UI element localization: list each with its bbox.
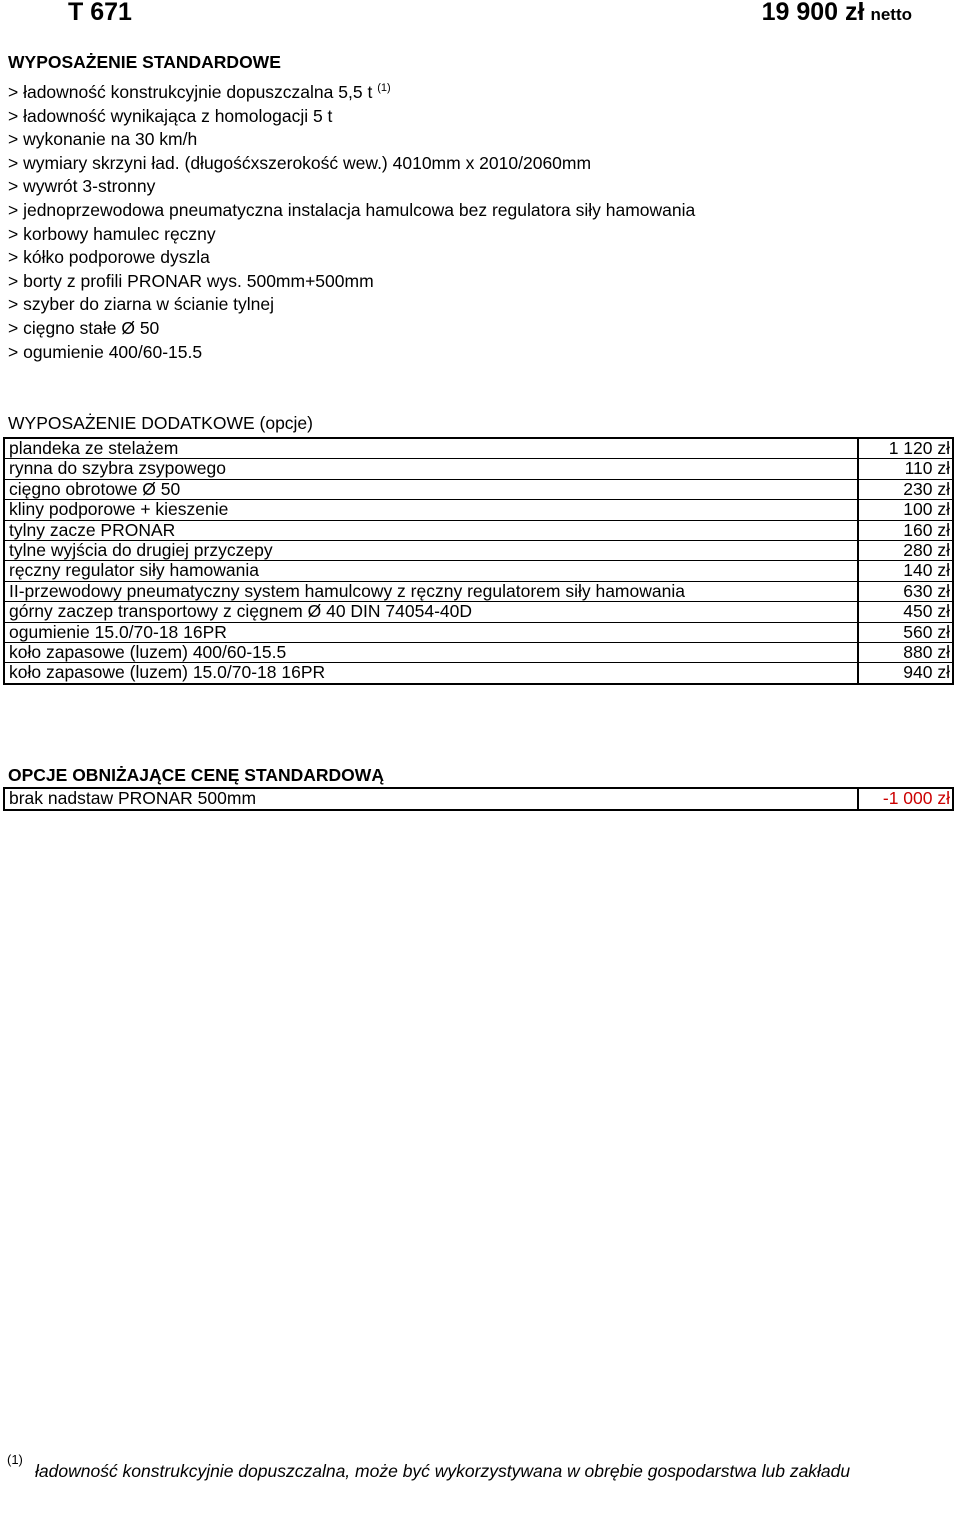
price-suffix: netto — [870, 5, 912, 24]
option-name: rynna do szybra zsypowego — [4, 459, 858, 479]
list-item: > wykonanie na 30 km/h — [8, 129, 198, 150]
model-title: T 671 — [68, 0, 132, 26]
option-name: koło zapasowe (luzem) 15.0/70-18 16PR — [4, 663, 858, 684]
option-price: 630 zł — [858, 581, 953, 601]
table-row — [4, 663, 953, 684]
reduction-name: brak nadstaw PRONAR 500mm — [4, 788, 858, 810]
list-item: > ładowność wynikająca z homologacji 5 t — [8, 105, 333, 126]
table-row — [4, 520, 953, 540]
table-row — [4, 541, 953, 561]
option-price: 560 zł — [858, 622, 953, 642]
reductions-title: OPCJE OBNIŻAJĄCE CENĘ STANDARDOWĄ — [8, 765, 384, 785]
table-row — [4, 581, 953, 601]
list-item: > korbowy hamulec ręczny — [8, 223, 216, 244]
list-item: > ogumienie 400/60-15.5 — [8, 341, 203, 362]
table-row — [4, 438, 953, 459]
option-price: 160 zł — [858, 520, 953, 540]
footnote-text: ładowność konstrukcyjnie dopuszczalna, może być wykorzystywana w obrębie gospodarstwa lub zakładu — [35, 1461, 851, 1481]
price-header — [762, 0, 912, 27]
option-name: ogumienie 15.0/70-18 16PR — [4, 622, 858, 642]
option-name: górny zaczep transportowy z cięgnem Ø 40 DIN 74054-40D — [4, 602, 858, 622]
option-name: tylny zacze PRONAR — [4, 520, 858, 540]
table-row — [4, 788, 953, 810]
footnote-mark: (1) — [7, 1452, 23, 1467]
option-price: 110 zł — [858, 459, 953, 479]
reduction-price: -1 000 zł — [858, 788, 953, 810]
option-price: 1 120 zł — [858, 438, 953, 459]
list-item: > borty z profili PRONAR wys. 500mm+500mm — [8, 270, 374, 291]
footnote-ref: (1) — [377, 82, 391, 94]
table-row — [4, 643, 953, 663]
option-name: cięgno obrotowe Ø 50 — [4, 479, 858, 499]
standard-equipment-title: WYPOSAŻENIE STANDARDOWE — [8, 52, 281, 72]
list-item: > jednoprzewodowa pneumatyczna instalacja hamulcowa bez regulatora siły hamowania — [8, 199, 696, 220]
list-item: > cięgno stałe Ø 50 — [8, 317, 160, 338]
table-row — [4, 602, 953, 622]
table-row — [4, 561, 953, 581]
option-name: kliny podporowe + kieszenie — [4, 500, 858, 520]
table-row — [4, 459, 953, 479]
list-item: > wymiary skrzyni ład. (długośćxszerokość wew.) 4010mm x 2010/2060mm — [8, 152, 592, 173]
option-price: 880 zł — [858, 643, 953, 663]
table-row — [4, 500, 953, 520]
option-name: tylne wyjścia do drugiej przyczepy — [4, 541, 858, 561]
reductions-table — [3, 787, 954, 811]
options-title: WYPOSAŻENIE DODATKOWE (opcje) — [8, 413, 313, 433]
list-item: > szyber do ziarna w ścianie tylnej — [8, 294, 275, 315]
list-item: > wywrót 3-stronny — [8, 176, 156, 197]
option-name: II-przewodowy pneumatyczny system hamulcowy z ręczny regulatorem siły hamowania — [4, 581, 858, 601]
option-name: plandeka ze stelażem — [4, 438, 858, 459]
option-price: 100 zł — [858, 500, 953, 520]
option-name: ręczny regulator siły hamowania — [4, 561, 858, 581]
list-item: > kółko podporowe dyszla — [8, 247, 210, 268]
standard-equipment-list — [8, 81, 695, 364]
table-row — [4, 622, 953, 642]
option-price: 230 zł — [858, 479, 953, 499]
table-row — [4, 479, 953, 499]
option-price: 450 zł — [858, 602, 953, 622]
price-value: 19 900 zł — [761, 0, 865, 26]
option-price: 280 zł — [858, 541, 953, 561]
option-price: 140 zł — [858, 561, 953, 581]
option-name: koło zapasowe (luzem) 400/60-15.5 — [4, 643, 858, 663]
list-item — [8, 81, 695, 105]
options-table — [3, 437, 954, 685]
list-item-text: > ładowność konstrukcyjnie dopuszczalna 5,5 t — [8, 82, 373, 102]
option-price: 940 zł — [858, 663, 953, 684]
